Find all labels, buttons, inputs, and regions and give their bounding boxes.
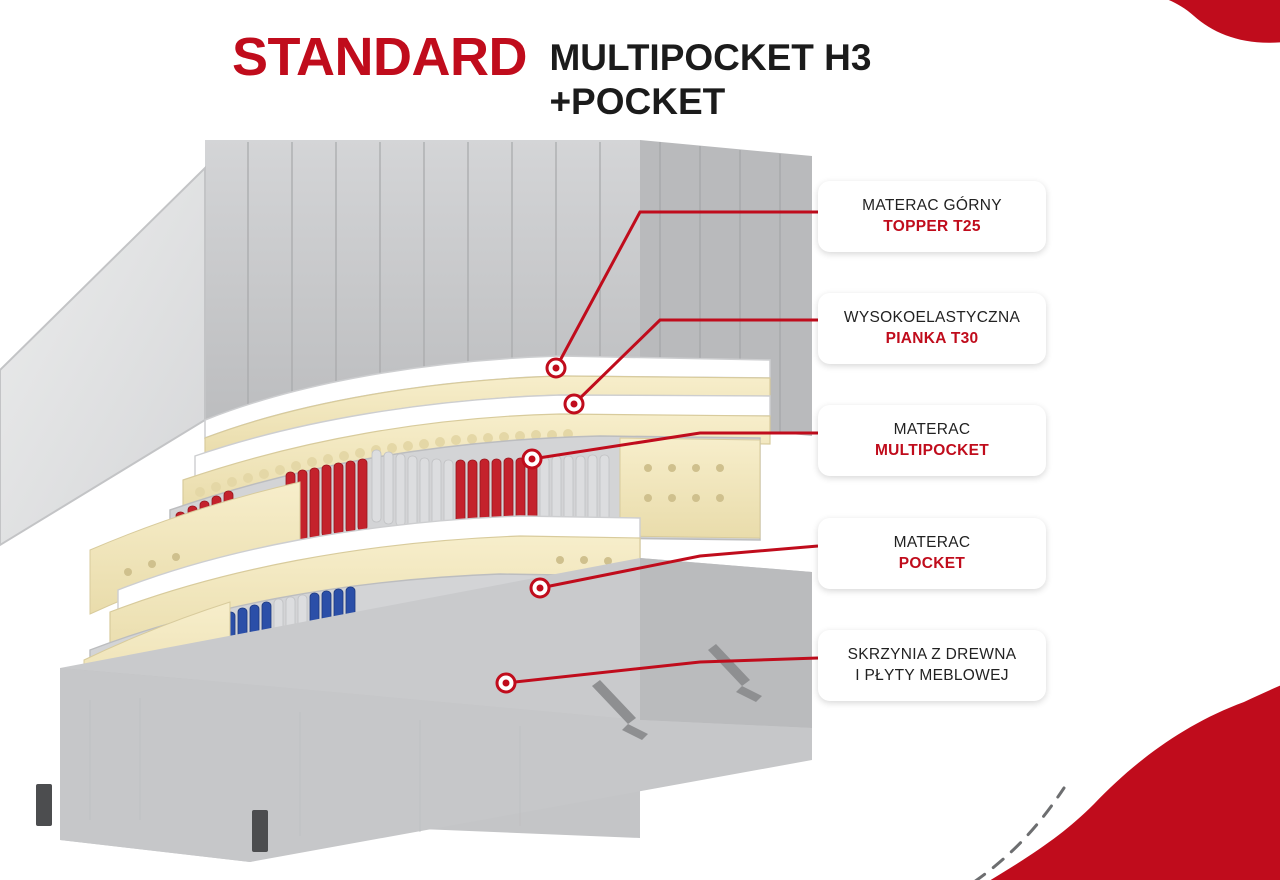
callout-multipocket	[818, 405, 1046, 476]
callout-pocket-line2: POCKET	[898, 555, 966, 572]
callout-topper-line2: TOPPER T25	[883, 218, 981, 235]
callout-multipocket-line1: MATERAC	[893, 421, 971, 438]
callout-foam	[818, 293, 1046, 364]
callout-storage-box	[818, 630, 1046, 701]
callout-storage-box-line2: I PŁYTY MEBLOWEJ	[855, 667, 1009, 684]
title-main: STANDARD	[232, 27, 527, 87]
callout-foam-line1: WYSOKOELASTYCZNA	[843, 309, 1021, 326]
bed-cutaway-illustration	[0, 120, 830, 865]
callout-pocket-line1: MATERAC	[893, 534, 971, 551]
callout-storage-box-line1: SKRZYNIA Z DREWNA	[847, 646, 1017, 663]
callout-multipocket-line2: MULTIPOCKET	[874, 442, 990, 459]
decorative-swoosh-bottom-right-icon	[944, 684, 1280, 880]
callout-pocket	[818, 518, 1046, 589]
callout-foam-line2: PIANKA T30	[885, 330, 979, 347]
spring-bank-gray-1	[372, 450, 453, 532]
callout-topper-line1: MATERAC GÓRNY	[862, 197, 1002, 214]
page-title	[232, 28, 1132, 124]
title-sub: MULTIPOCKET H3 +POCKET	[549, 37, 872, 122]
callout-topper	[818, 181, 1046, 252]
